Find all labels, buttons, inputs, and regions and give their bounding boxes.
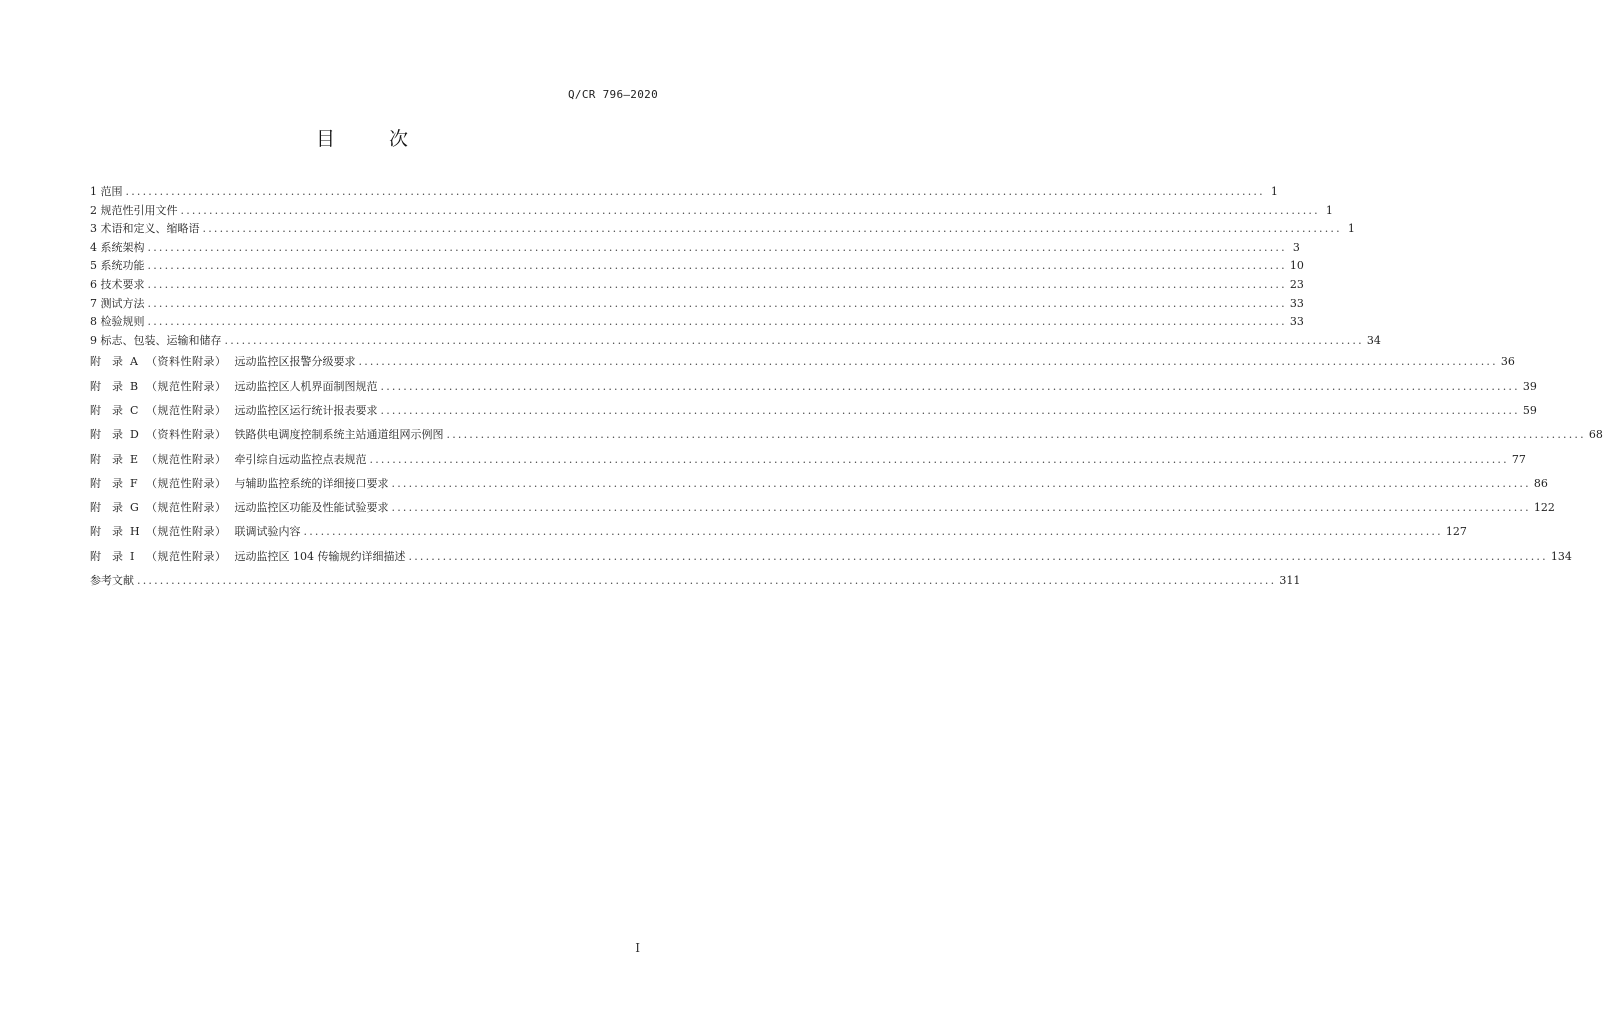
toc-entry-label: 6 技术要求: [90, 277, 145, 291]
toc-annex-page: 36: [1500, 355, 1515, 369]
leader-dots: ........................................................................................................................................................................................................: [380, 403, 1520, 417]
toc-entry-5[interactable]: [90, 257, 1304, 276]
toc-entry-page: 1: [1270, 185, 1278, 198]
page-title: 目 次: [315, 128, 433, 150]
toc-entry-label: 1 范围: [90, 185, 123, 198]
toc-annex-d[interactable]: [90, 426, 1603, 450]
page-number: I: [635, 941, 640, 955]
leader-dots: ........................................................................................................................................................................................................: [147, 315, 1287, 329]
toc-entry-8[interactable]: [90, 313, 1304, 332]
toc-annex-label: 附 录 E （规范性附录） 牵引综自远动监控点表规范: [90, 452, 367, 466]
toc-annex-c[interactable]: [90, 402, 1537, 426]
leader-dots: ........................................................................................................................................................................................................: [147, 296, 1287, 310]
table-of-contents: [90, 183, 1603, 591]
toc-entry-label: 4 系统架构: [90, 240, 145, 254]
leader-dots: ........................................................................................................................................................................................................: [408, 549, 1548, 563]
toc-annex-label: 附 录 A （资料性附录） 远动监控区报警分级要求: [90, 355, 356, 369]
leader-dots: ........................................................................................................................................................................................................: [369, 452, 1509, 466]
toc-annex-page: 122: [1533, 501, 1555, 515]
toc-entry-label: 7 测试方法: [90, 296, 145, 310]
toc-entry-label: 8 检验规则: [90, 315, 145, 329]
leader-dots: ........................................................................................................................................................................................................: [224, 333, 1364, 347]
toc-entry-page: 33: [1289, 315, 1304, 329]
leader-dots: ........................................................................................................................................................................................................: [147, 259, 1287, 273]
toc-entry-6[interactable]: [90, 276, 1304, 295]
toc-entry-label: 5 系统功能: [90, 259, 145, 273]
leader-dots: ........................................................................................................................................................................................................: [137, 574, 1277, 588]
toc-entry-9[interactable]: [90, 332, 1381, 351]
leader-dots: ........................................................................................................................................................................................................: [391, 501, 1531, 515]
toc-entry-label: 3 术语和定义、缩略语: [90, 222, 200, 236]
toc-entry-1[interactable]: [90, 183, 1278, 202]
leader-dots: ........................................................................................................................................................................................................: [147, 240, 1287, 254]
toc-entry-page: 3: [1292, 240, 1300, 254]
toc-annex-page: 59: [1522, 403, 1537, 417]
toc-entry-page: 10: [1289, 259, 1304, 273]
leader-dots: ........................................................................................................................................................................................................: [303, 525, 1443, 539]
toc-entry-2[interactable]: [90, 202, 1333, 221]
toc-annex-h[interactable]: [90, 523, 1467, 547]
leader-dots: ........................................................................................................................................................................................................: [380, 379, 1520, 393]
toc-annex-label: 附 录 I （规范性附录） 远动监控区 104 传输规约详细描述: [90, 549, 406, 563]
leader-dots: ........................................................................................................................................................................................................: [446, 428, 1586, 442]
toc-entry-4[interactable]: [90, 239, 1300, 258]
toc-entry-page: 34: [1366, 333, 1381, 347]
toc-annex-page: 127: [1445, 525, 1467, 539]
toc-annex-label: 附 录 D （资料性附录） 铁路供电调度控制系统主站通道组网示例图: [90, 428, 444, 442]
toc-annex-label: 附 录 F （规范性附录） 与辅助监控系统的详细接口要求: [90, 476, 389, 490]
toc-entry-7[interactable]: [90, 295, 1304, 314]
leader-dots: ........................................................................................................................................................................................................: [180, 203, 1320, 217]
toc-annex-page: 86: [1533, 476, 1548, 490]
toc-entry-page: 1: [1347, 222, 1355, 236]
toc-annex-page: 39: [1522, 379, 1537, 393]
toc-annex-b[interactable]: [90, 378, 1537, 402]
toc-entry-label: 参考文献: [90, 574, 134, 588]
toc-annex-page: 134: [1550, 549, 1572, 563]
toc-entry-page: 311: [1279, 574, 1301, 588]
toc-annex-label: 附 录 B （规范性附录） 远动监控区人机界面制图规范: [90, 379, 378, 393]
toc-bibliography[interactable]: [90, 572, 1301, 591]
toc-annex-label: 附 录 G （规范性附录） 远动监控区功能及性能试验要求: [90, 501, 389, 515]
standard-code: Q/CR 796—2020: [568, 88, 658, 101]
toc-annex-e[interactable]: [90, 451, 1526, 475]
toc-annex-f[interactable]: [90, 475, 1548, 499]
toc-entry-page: 23: [1289, 277, 1304, 291]
toc-annex-i[interactable]: [90, 548, 1572, 572]
leader-dots: ........................................................................................................................................................................................................: [391, 476, 1531, 490]
leader-dots: ........................................................................................................................................................................................................: [202, 222, 1342, 236]
toc-entry-page: 1: [1325, 203, 1333, 217]
leader-dots: ........................................................................................................................................................................................................: [358, 355, 1498, 369]
toc-annex-label: 附 录 C （规范性附录） 远动监控区运行统计报表要求: [90, 403, 378, 417]
toc-annex-label: 附 录 H （规范性附录） 联调试验内容: [90, 525, 301, 539]
toc-annex-a[interactable]: [90, 353, 1515, 377]
toc-annex-page: 68: [1588, 428, 1603, 442]
toc-entry-page: 33: [1289, 296, 1304, 310]
toc-entry-3[interactable]: [90, 220, 1355, 239]
leader-dots: ........................................................................................................................................................................................................: [125, 185, 1265, 198]
toc-entry-label: 2 规范性引用文件: [90, 203, 178, 217]
toc-annex-page: 77: [1511, 452, 1526, 466]
toc-entry-label: 9 标志、包装、运输和储存: [90, 333, 222, 347]
leader-dots: ........................................................................................................................................................................................................: [147, 277, 1287, 291]
toc-annex-g[interactable]: [90, 499, 1555, 523]
